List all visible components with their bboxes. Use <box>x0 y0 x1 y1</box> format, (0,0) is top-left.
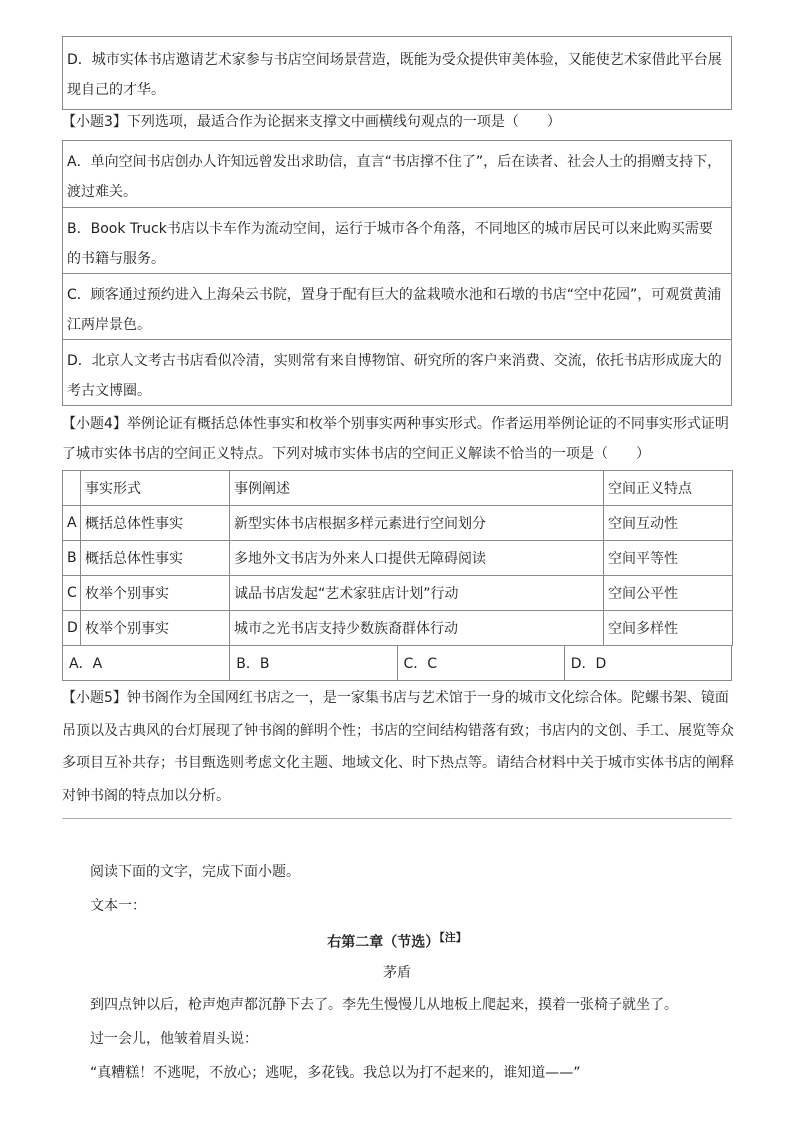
passage-paragraph: 过一会儿，他皱着眉头说： <box>90 1031 258 1047</box>
row-fact-form: 枚举个别事实 <box>81 611 230 646</box>
q5-line1: 【小题5】钟书阁作为全国网红书店之一，是一家集书店与艺术馆于一身的城市文化综合体。陀螺书架、镜面 <box>62 690 729 706</box>
passage-paragraph: 到四点钟以后，枪声炮声都沉静下去了。李先生慢慢儿从地板上爬起来，摸着一张椅子就坐了。 <box>90 997 678 1013</box>
q5-line2: 吊顶以及古典风的台灯展现了钟书阁的鲜明个性；书店的空间结构错落有致；书店内的文创、手工、展览等众 <box>62 723 734 739</box>
row-letter: C <box>63 576 81 611</box>
row-example: 多地外文书店为外来人口提供无障碍阅读 <box>230 541 604 576</box>
q3-prompt: 【小题3】下列选项，最适合作为论据来支撑文中画横线句观点的一项是（ ） <box>62 114 561 130</box>
row-feature: 空间互动性 <box>604 506 733 541</box>
table-row <box>63 541 733 576</box>
q5-line3: 多项目互补共存；书目甄选则考虑文化主题、地域文化、时下热点等。请结合材料中关于城市实体书店的阐释 <box>62 755 734 771</box>
note-marker[interactable]: 【注】 <box>439 931 467 944</box>
row-example: 城市之光书店支持少数族裔群体行动 <box>230 611 604 646</box>
row-feature: 空间多样性 <box>604 611 733 646</box>
table-row <box>63 611 733 646</box>
reading-instruction: 阅读下面的文字，完成下面小题。 <box>90 864 300 880</box>
header-fact-form: 事实形式 <box>81 471 230 506</box>
q5-line4: 对钟书阁的特点加以分析。 <box>62 788 230 804</box>
prev-options-box <box>62 36 732 110</box>
q4-prompt-line2: 了城市实体书店的空间正义特点。下列对城市实体书店的空间正义解读不恰当的一项是（ ） <box>62 446 650 462</box>
passage-title <box>0 929 794 952</box>
row-letter: B <box>63 541 81 576</box>
passage-title-text: 右第二章（节选） <box>327 934 440 951</box>
q3-option-d[interactable]: D．北京人文考古书店看似冷清，实则常有来自博物馆、研究所的客户来消费、交流，依托书店形成庞大的考古文博圈。 <box>63 339 731 405</box>
q4-answer-b[interactable]: B．B <box>230 646 397 681</box>
option-d-prev: D．城市实体书店邀请艺术家参与书店空间场景营造，既能为受众提供审美体验，又能使艺术家借此平台展现自己的才华。 <box>67 52 722 98</box>
q4-answer-table <box>62 645 732 681</box>
header-example: 事例阐述 <box>230 471 604 506</box>
table-row <box>63 506 733 541</box>
table-header-row <box>63 471 733 506</box>
q3-option-a[interactable]: A．单向空间书店创办人许知远曾发出求助信，直言“书店撑不住了”，后在读者、社会人士的捐赠支持下，渡过难关。 <box>67 154 722 200</box>
q4-answer-a[interactable]: A．A <box>63 646 230 681</box>
row-fact-form: 概括总体性事实 <box>81 541 230 576</box>
header-feature: 空间正义特点 <box>604 471 733 506</box>
row-fact-form: 枚举个别事实 <box>81 576 230 611</box>
row-letter: A <box>63 506 81 541</box>
q3-options-box <box>62 140 732 406</box>
passage-paragraph: “真糟糕！不逃呢，不放心；逃呢，多花钱。我总以为打不起来的，谁知道——” <box>90 1065 581 1081</box>
row-fact-form: 概括总体性事实 <box>81 506 230 541</box>
row-example: 诚品书店发起“艺术家驻店计划”行动 <box>230 576 604 611</box>
table-row <box>63 576 733 611</box>
q4-prompt-line1: 【小题4】举例论证有概括总体性事实和枚举个别事实两种事实形式。作者运用举例论证的不同事实形式证明 <box>62 416 729 432</box>
q3-option-c[interactable]: C．顾客通过预约进入上海朵云书院，置身于配有巨大的盆栽喷水池和石墩的书店“空中花园”，可观赏黄浦江两岸景色。 <box>63 273 731 339</box>
row-example: 新型实体书店根据多样元素进行空间划分 <box>230 506 604 541</box>
q3-option-b[interactable]: B．Book Truck书店以卡车作为流动空间，运行于城市各个角落，不同地区的城市居民可以来此购买需要的书籍与服务。 <box>63 207 731 273</box>
row-letter: D <box>63 611 81 646</box>
row-feature: 空间公平性 <box>604 576 733 611</box>
q4-answer-c[interactable]: C．C <box>397 646 564 681</box>
row-feature: 空间平等性 <box>604 541 733 576</box>
passage-author: 茅盾 <box>383 965 411 981</box>
q4-answer-d[interactable]: D．D <box>564 646 731 681</box>
header-blank <box>63 471 81 506</box>
section-divider <box>62 818 732 819</box>
q4-facts-table <box>62 470 733 646</box>
text-one-label: 文本一： <box>90 898 146 914</box>
